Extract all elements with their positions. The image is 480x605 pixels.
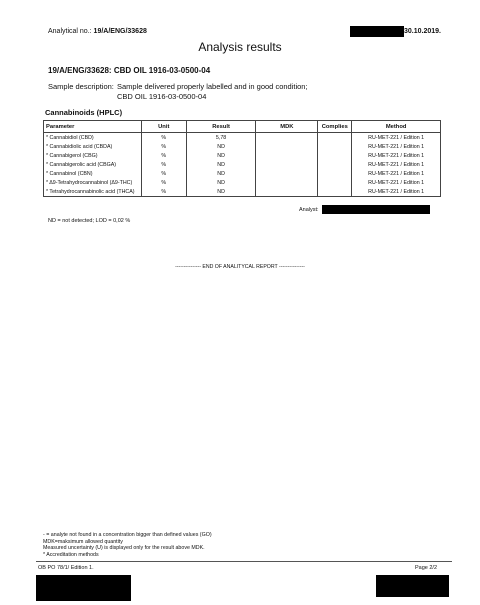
cell-method: RU-MET-221 / Edition 1 [352, 160, 441, 169]
cell-parameter: * Cannabidiolic acid (CBDA) [44, 142, 142, 151]
cell-unit: % [141, 133, 186, 143]
cell-result: 5,78 [186, 133, 256, 143]
cell-unit: % [141, 178, 186, 187]
column-header-unit: Unit [141, 121, 186, 133]
footnote: Measured uncertainty (U) is displayed only for the result above MDK. [43, 545, 205, 552]
cell-mdk [256, 169, 318, 178]
sample-description-line1: Sample delivered properly labelled and in good condition; [117, 82, 308, 91]
section-title: Cannabinoids (HPLC) [45, 108, 123, 117]
footnote: * Accreditation methods [43, 551, 99, 558]
column-header-parameter: Parameter [44, 121, 142, 133]
cell-complies [318, 160, 352, 169]
cell-mdk [256, 133, 318, 143]
table-header-row [44, 121, 441, 133]
cell-unit: % [141, 142, 186, 151]
analytical-number [48, 28, 147, 35]
cell-method: RU-MET-221 / Edition 1 [352, 178, 441, 187]
analyst-label: Analyst: [299, 207, 319, 213]
cell-method: RU-MET-221 / Edition 1 [352, 169, 441, 178]
cell-complies [318, 151, 352, 160]
cell-parameter: * Cannabidiol (CBD) [44, 133, 142, 143]
cell-parameter: * Cannabigerolic acid (CBGA) [44, 160, 142, 169]
cell-unit: % [141, 187, 186, 197]
cell-mdk [256, 160, 318, 169]
footnote: MDK=maksimum allowed quantity [43, 538, 123, 545]
column-header-method: Method [352, 121, 441, 133]
cell-parameter: * Cannabinol (CBN) [44, 169, 142, 178]
table-row [44, 133, 441, 143]
redaction-block-footer-left [36, 575, 131, 601]
cell-mdk [256, 187, 318, 197]
cell-parameter: * Cannabigerol (CBG) [44, 151, 142, 160]
cell-method: RU-MET-221 / Edition 1 [352, 142, 441, 151]
redaction-block-analyst [322, 205, 430, 214]
cell-unit: % [141, 169, 186, 178]
table-row [44, 169, 441, 178]
column-header-complies: Complies [318, 121, 352, 133]
cell-method: RU-MET-221 / Edition 1 [352, 151, 441, 160]
footer-divider [36, 561, 452, 562]
column-header-result: Result [186, 121, 256, 133]
sample-id: 19/A/ENG/33628: CBD OIL 1916-03-0500-04 [48, 66, 211, 75]
table-row [44, 178, 441, 187]
cell-method: RU-MET-221 / Edition 1 [352, 187, 441, 197]
cell-mdk [256, 151, 318, 160]
footnotes [43, 532, 212, 558]
table-row [44, 187, 441, 197]
cell-parameter: * Δ9-Tetrahydrocannabinol (Δ9-THC) [44, 178, 142, 187]
results-table [43, 120, 441, 197]
cell-complies [318, 178, 352, 187]
cell-complies [318, 187, 352, 197]
redaction-block-footer-right [376, 575, 449, 597]
page-number: Page 2/2 [415, 565, 438, 571]
cell-result: ND [186, 151, 256, 160]
cell-result: ND [186, 169, 256, 178]
table-row [44, 160, 441, 169]
cell-parameter: * Tetrahydrocannabinolic acid (THCA) [44, 187, 142, 197]
cell-complies [318, 142, 352, 151]
analytical-number-label: Analytical no.: [48, 28, 92, 35]
table-row [44, 151, 441, 160]
sample-description-line2: CBD OIL 1916-03-0500-04 [117, 91, 207, 101]
nd-note: ND = not detected; LOD = 0,02 % [48, 218, 131, 224]
sample-description [117, 82, 308, 101]
table-row [44, 142, 441, 151]
column-header-mdk: MDK [256, 121, 318, 133]
cell-mdk [256, 142, 318, 151]
report-date: 30.10.2019. [404, 28, 441, 35]
end-of-report: --------------- END OF ANALITYCAL REPORT --------------- [175, 264, 305, 270]
page-title: Analysis results [198, 40, 282, 54]
cell-result: ND [186, 160, 256, 169]
cell-unit: % [141, 160, 186, 169]
redaction-block-header [350, 26, 404, 37]
cell-complies [318, 169, 352, 178]
form-id: OB PO 78/1/ Edition 1. [38, 565, 94, 571]
footnote: - = analyte not found in a concentration bigger than defined values (GO) [43, 532, 212, 538]
cell-unit: % [141, 151, 186, 160]
cell-method: RU-MET-221 / Edition 1 [352, 133, 441, 143]
cell-complies [318, 133, 352, 143]
sample-description-label: Sample description: [48, 82, 114, 91]
cell-mdk [256, 178, 318, 187]
analytical-number-value: 19/A/ENG/33628 [93, 28, 147, 35]
cell-result: ND [186, 187, 256, 197]
cell-result: ND [186, 178, 256, 187]
cell-result: ND [186, 142, 256, 151]
